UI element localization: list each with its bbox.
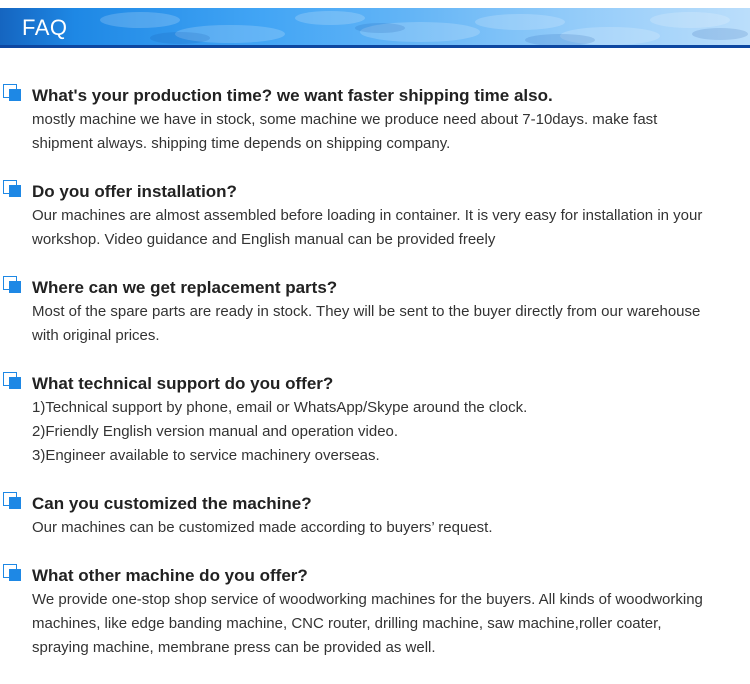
faq-answer-line: 3)Engineer available to service machinery overseas. xyxy=(32,447,380,464)
faq-answer: Our machines can be customized made according to buyers’ request. xyxy=(32,519,493,536)
square-bullet-icon xyxy=(3,372,23,390)
faq-question: What other machine do you offer? xyxy=(32,566,308,585)
faq-header-banner xyxy=(0,8,750,48)
square-bullet-icon xyxy=(3,564,23,582)
header-underline xyxy=(0,45,750,48)
faq-answer: We provide one-stop shop service of woodworking machines for the buyers. All kinds of woodworking machines, like edge banding machine, CNC router, drilling machine, saw machine,roller coater, spraying machine, membrane press can be provided as well. xyxy=(32,591,703,656)
page-title: FAQ xyxy=(22,15,68,40)
faq-answer: mostly machine we have in stock, some machine we produce need about 7-10days. make fast shipment always. shipping time depends on shipping company. xyxy=(32,111,658,152)
faq-question: Can you customized the machine? xyxy=(32,494,312,513)
faq-item xyxy=(0,492,750,540)
faq-answer: Our machines are almost assembled before loading in container. It is very easy for installation in your workshop. Video guidance and English manual can be provided freely xyxy=(32,207,703,248)
faq-question: What's your production time? we want faster shipping time also. xyxy=(32,86,553,105)
faq-list xyxy=(0,84,750,684)
faq-answer: Most of the spare parts are ready in stock. They will be sent to the buyer directly from our warehouse with original prices. xyxy=(32,303,701,344)
faq-item xyxy=(0,180,750,252)
faq-item xyxy=(0,372,750,468)
faq-question: Where can we get replacement parts? xyxy=(32,278,338,297)
square-bullet-icon xyxy=(3,276,23,294)
square-bullet-icon xyxy=(3,492,23,510)
faq-question: Do you offer installation? xyxy=(32,182,237,201)
faq-item xyxy=(0,84,750,156)
faq-answer-line: 2)Friendly English version manual and operation video. xyxy=(32,423,399,440)
square-bullet-icon xyxy=(3,180,23,198)
faq-answer-line: 1)Technical support by phone, email or WhatsApp/Skype around the clock. xyxy=(32,399,528,416)
faq-question: What technical support do you offer? xyxy=(32,374,334,393)
faq-item xyxy=(0,564,750,660)
faq-item xyxy=(0,276,750,348)
header-texture xyxy=(0,8,750,48)
square-bullet-icon xyxy=(3,84,23,102)
